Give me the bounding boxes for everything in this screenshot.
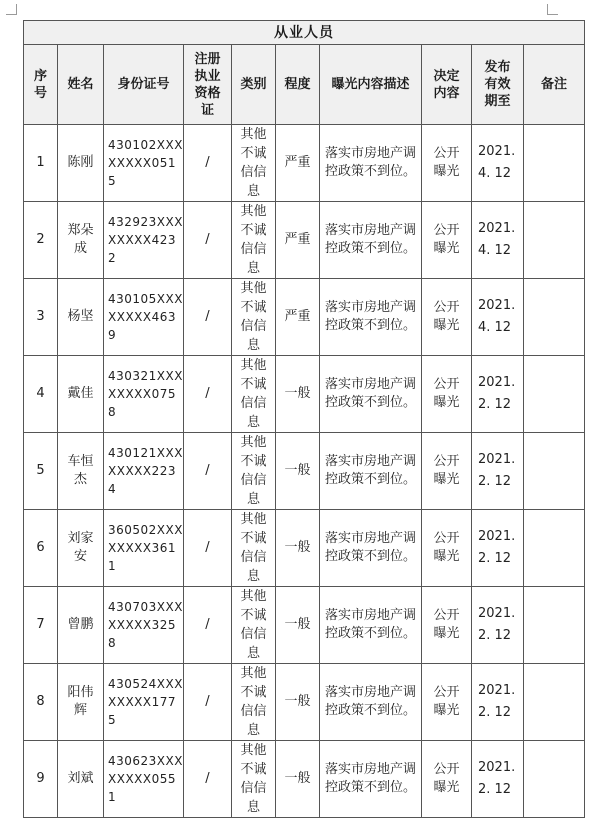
cell-certificate: / (184, 510, 232, 587)
cell-remarks (524, 356, 585, 433)
practitioners-table (23, 20, 585, 818)
valid-until-month-day: 2. 12 (478, 397, 512, 412)
cell-index: 3 (24, 279, 58, 356)
cell-valid-until (472, 510, 524, 587)
cell-description: 落实市房地产调控政策不到位。 (320, 587, 422, 664)
cell-certificate: / (184, 202, 232, 279)
cell-id-number: 360502XXXXXXXX3611 (104, 510, 184, 587)
table-row (24, 125, 585, 202)
cell-name: 杨坚 (58, 279, 104, 356)
header-description: 曝光内容描述 (320, 45, 422, 125)
cell-certificate: / (184, 664, 232, 741)
cell-valid-until (472, 587, 524, 664)
cell-valid-until (472, 664, 524, 741)
cell-id-number: 430102XXXXXXXX0515 (104, 125, 184, 202)
cell-id-number: 430121XXXXXXXX2234 (104, 433, 184, 510)
header-certificate: 注册执业资格证 (184, 45, 232, 125)
cell-decision: 公开曝光 (422, 664, 472, 741)
cell-severity: 严重 (276, 279, 320, 356)
cell-certificate: / (184, 356, 232, 433)
cell-category: 其他不诚信信息 (232, 356, 276, 433)
cell-index: 6 (24, 510, 58, 587)
cell-valid-until (472, 356, 524, 433)
cell-severity: 一般 (276, 510, 320, 587)
cell-remarks (524, 433, 585, 510)
cell-decision: 公开曝光 (422, 202, 472, 279)
cell-name: 刘家安 (58, 510, 104, 587)
cell-severity: 一般 (276, 433, 320, 510)
header-index: 序号 (24, 45, 58, 125)
cell-category: 其他不诚信信息 (232, 587, 276, 664)
cell-certificate: / (184, 125, 232, 202)
table-row (24, 433, 585, 510)
cell-index: 5 (24, 433, 58, 510)
cell-description: 落实市房地产调控政策不到位。 (320, 356, 422, 433)
cell-category: 其他不诚信信息 (232, 125, 276, 202)
header-valid-until: 发布有效期至 (472, 45, 524, 125)
table-row (24, 664, 585, 741)
cell-description: 落实市房地产调控政策不到位。 (320, 510, 422, 587)
cell-remarks (524, 202, 585, 279)
page-corner-mark-left (6, 4, 17, 15)
cell-severity: 一般 (276, 664, 320, 741)
cell-decision: 公开曝光 (422, 125, 472, 202)
cell-remarks (524, 125, 585, 202)
cell-certificate: / (184, 587, 232, 664)
page-corner-mark-right (547, 4, 558, 15)
table-row (24, 202, 585, 279)
cell-severity: 一般 (276, 741, 320, 818)
cell-name: 阳伟辉 (58, 664, 104, 741)
cell-category: 其他不诚信信息 (232, 279, 276, 356)
cell-id-number: 430524XXXXXXXX1775 (104, 664, 184, 741)
cell-name: 陈刚 (58, 125, 104, 202)
cell-description: 落实市房地产调控政策不到位。 (320, 125, 422, 202)
cell-severity: 一般 (276, 356, 320, 433)
cell-valid-until (472, 741, 524, 818)
cell-decision: 公开曝光 (422, 741, 472, 818)
cell-id-number: 430321XXXXXXXX0758 (104, 356, 184, 433)
valid-until-year: 2021. (478, 606, 516, 621)
cell-decision: 公开曝光 (422, 587, 472, 664)
valid-until-month-day: 4. 12 (478, 243, 512, 258)
cell-valid-until (472, 202, 524, 279)
valid-until-year: 2021. (478, 760, 516, 775)
cell-category: 其他不诚信信息 (232, 664, 276, 741)
valid-until-year: 2021. (478, 452, 516, 467)
cell-id-number: 430623XXXXXXXX0551 (104, 741, 184, 818)
table-row (24, 356, 585, 433)
header-name: 姓名 (58, 45, 104, 125)
valid-until-year: 2021. (478, 144, 516, 159)
cell-certificate: / (184, 741, 232, 818)
cell-category: 其他不诚信信息 (232, 510, 276, 587)
cell-index: 4 (24, 356, 58, 433)
cell-description: 落实市房地产调控政策不到位。 (320, 433, 422, 510)
cell-name: 刘斌 (58, 741, 104, 818)
table-title: 从业人员 (24, 21, 585, 45)
table-row (24, 279, 585, 356)
cell-decision: 公开曝光 (422, 279, 472, 356)
cell-description: 落实市房地产调控政策不到位。 (320, 664, 422, 741)
cell-valid-until (472, 433, 524, 510)
cell-certificate: / (184, 279, 232, 356)
header-id-number: 身份证号 (104, 45, 184, 125)
valid-until-month-day: 2. 12 (478, 705, 512, 720)
cell-name: 郑朵成 (58, 202, 104, 279)
cell-id-number: 430703XXXXXXXX3258 (104, 587, 184, 664)
cell-remarks (524, 279, 585, 356)
cell-decision: 公开曝光 (422, 356, 472, 433)
cell-remarks (524, 741, 585, 818)
cell-decision: 公开曝光 (422, 510, 472, 587)
valid-until-month-day: 2. 12 (478, 474, 512, 489)
table-body (24, 125, 585, 818)
valid-until-month-day: 4. 12 (478, 166, 512, 181)
cell-severity: 严重 (276, 202, 320, 279)
cell-description: 落实市房地产调控政策不到位。 (320, 741, 422, 818)
cell-category: 其他不诚信信息 (232, 202, 276, 279)
cell-index: 1 (24, 125, 58, 202)
cell-id-number: 432923XXXXXXXX4232 (104, 202, 184, 279)
cell-description: 落实市房地产调控政策不到位。 (320, 202, 422, 279)
cell-severity: 一般 (276, 587, 320, 664)
cell-category: 其他不诚信信息 (232, 433, 276, 510)
header-severity: 程度 (276, 45, 320, 125)
valid-until-year: 2021. (478, 375, 516, 390)
valid-until-year: 2021. (478, 298, 516, 313)
cell-certificate: / (184, 433, 232, 510)
cell-remarks (524, 664, 585, 741)
cell-category: 其他不诚信信息 (232, 741, 276, 818)
cell-id-number: 430105XXXXXXXX4639 (104, 279, 184, 356)
cell-remarks (524, 587, 585, 664)
valid-until-year: 2021. (478, 683, 516, 698)
cell-name: 戴佳 (58, 356, 104, 433)
valid-until-month-day: 2. 12 (478, 551, 512, 566)
header-decision: 决定内容 (422, 45, 472, 125)
cell-valid-until (472, 125, 524, 202)
cell-name: 车恒杰 (58, 433, 104, 510)
cell-severity: 严重 (276, 125, 320, 202)
cell-remarks (524, 510, 585, 587)
cell-index: 2 (24, 202, 58, 279)
valid-until-year: 2021. (478, 529, 516, 544)
cell-index: 9 (24, 741, 58, 818)
header-category: 类别 (232, 45, 276, 125)
valid-until-month-day: 4. 12 (478, 320, 512, 335)
cell-name: 曾鹏 (58, 587, 104, 664)
cell-index: 7 (24, 587, 58, 664)
table-row (24, 587, 585, 664)
valid-until-year: 2021. (478, 221, 516, 236)
cell-index: 8 (24, 664, 58, 741)
table-row (24, 510, 585, 587)
cell-description: 落实市房地产调控政策不到位。 (320, 279, 422, 356)
header-remarks: 备注 (524, 45, 585, 125)
cell-valid-until (472, 279, 524, 356)
cell-decision: 公开曝光 (422, 433, 472, 510)
valid-until-month-day: 2. 12 (478, 782, 512, 797)
table-row (24, 741, 585, 818)
valid-until-month-day: 2. 12 (478, 628, 512, 643)
